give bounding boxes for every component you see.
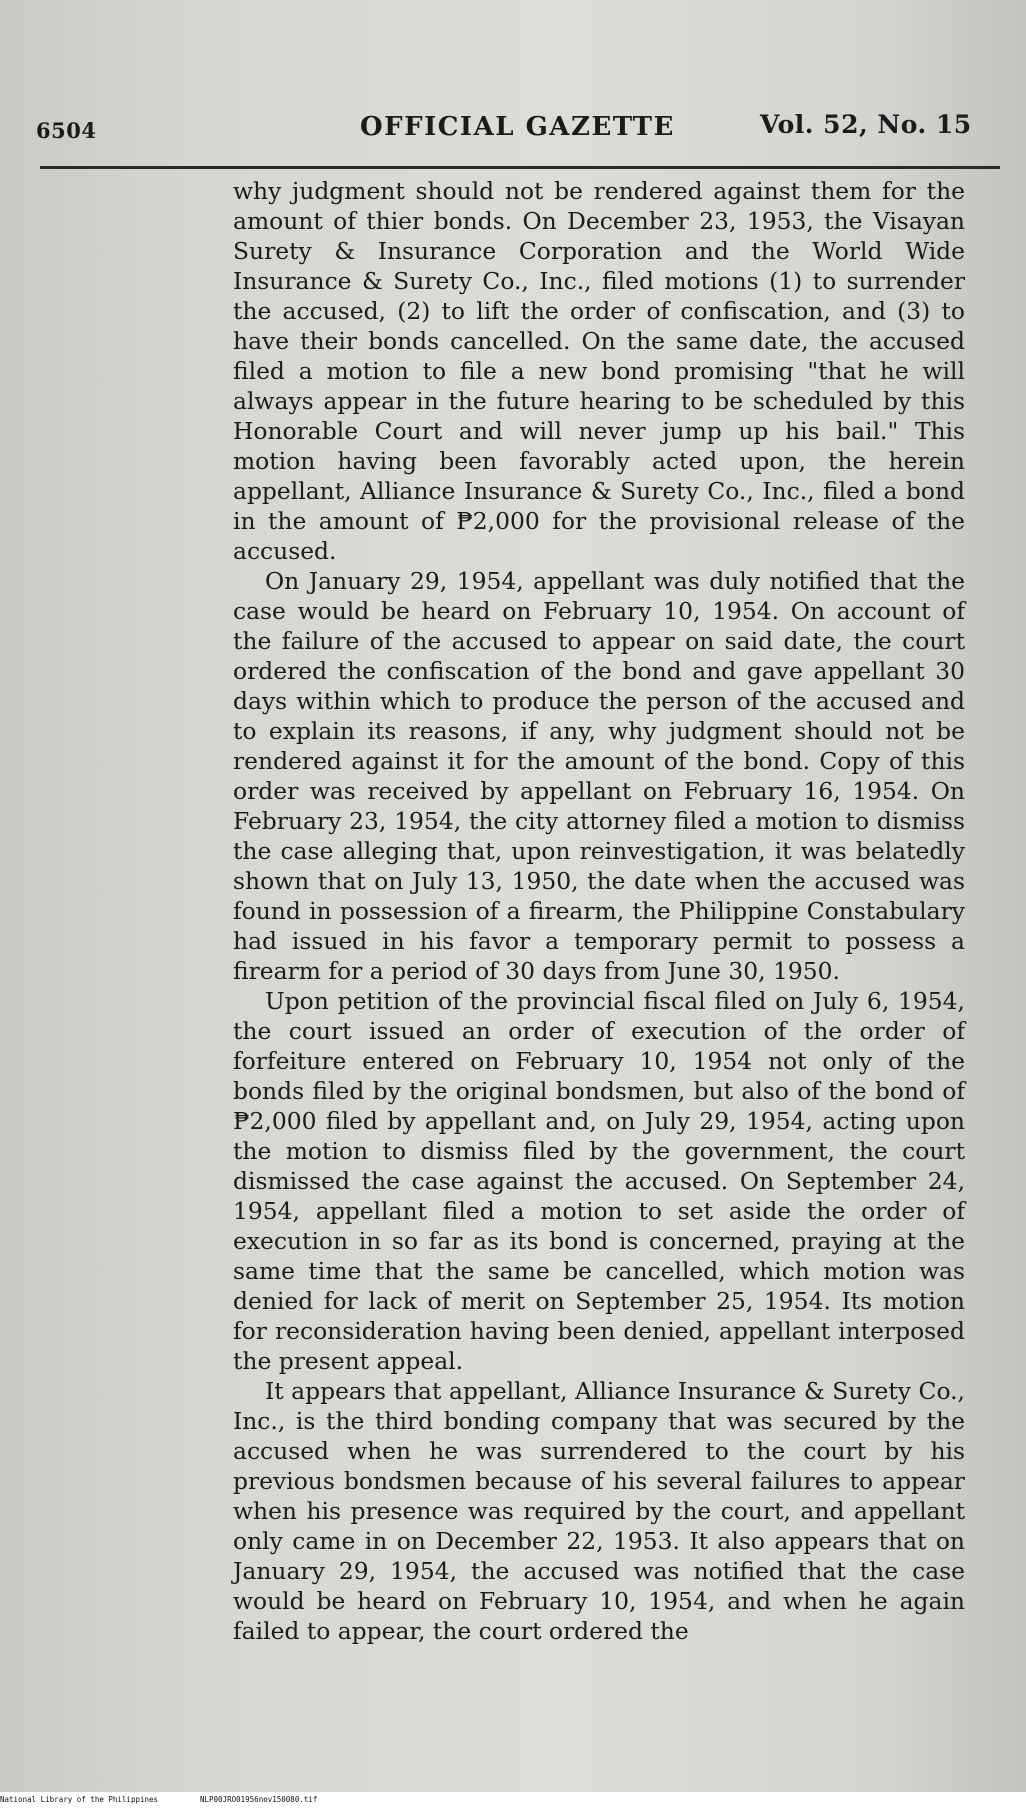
paragraph-2: On January 29, 1954, appellant was duly notified that the case would be heard on February 10, 1954. On account of the failure of the accused to appear on said date, the court ordered the confiscation of the bond and gave appellant 30 days within which to produce the person of the accused and to explain its reasons, if any, why judgment should not be rendered against it for the amount of the bond. Copy of this order was received by appellant on February 16, 1954. On February 23, 1954, the city attorney filed a motion to dismiss the case alleging that, upon reinvestigation, it was belatedly shown that on July 13, 1950, the date when the accused was found in possession of a firearm, the Philippine Constabulary had issued in his favor a temporary permit to possess a firearm for a period of 30 days from June 30, 1950. <box>233 567 965 985</box>
paragraph-1: why judgment should not be rendered against them for the amount of thier bonds. On December 23, 1953, the Visayan Surety & Insurance Corporation and the World Wide Insurance & Surety Co., Inc., filed motions (1) to surrender the accused, (2) to lift the order of confiscation, and (3) to have their bonds cancelled. On the same date, the accused filed a motion to file a new bond promising "that he will always appear in the future hearing to be scheduled by this Honorable Court and will never jump up his bail." This motion having been favorably acted upon, the herein appellant, Alliance Insurance & Surety Co., Inc., filed a bond in the amount of ₱2,000 for the provisional release of the accused. <box>233 177 965 565</box>
body-text <box>233 176 965 1646</box>
footer-file-id: NLP00JRO01956nov150080.tif <box>200 1795 318 1804</box>
page-number: 6504 <box>36 118 97 143</box>
paragraph-3: Upon petition of the provincial fiscal filed on July 6, 1954, the court issued an order of execution of the order of forfeiture entered on February 10, 1954 not only of the bonds filed by the original bondsmen, but also of the bond of ₱2,000 filed by appellant and, on July 29, 1954, acting upon the motion to dismiss filed by the government, the court dismissed the case against the accused. On September 24, 1954, appellant filed a motion to set aside the order of execution in so far as its bond is concerned, praying at the same time that the same be cancelled, which motion was denied for lack of merit on September 25, 1954. Its motion for reconsideration having been denied, appellant interposed the present appeal. <box>233 987 965 1375</box>
running-head: OFFICIAL GAZETTE <box>360 112 675 142</box>
header-rule <box>40 166 1000 169</box>
footer-library: National Library of the Philippines <box>0 1795 159 1804</box>
paragraph-4: It appears that appellant, Alliance Insurance & Surety Co., Inc., is the third bonding company that was secured by the accused when he was surrendered to the court by his previous bondsmen because of his several failures to appear when his presence was required by the court, and appellant only came in on December 22, 1953. It also appears that on January 29, 1954, the accused was notified that the case would be heard on February 10, 1954, and when he again failed to appear, the court ordered the <box>233 1377 965 1645</box>
scan-footer <box>0 1792 1026 1808</box>
volume-issue: Vol. 52, No. 15 <box>760 110 972 139</box>
